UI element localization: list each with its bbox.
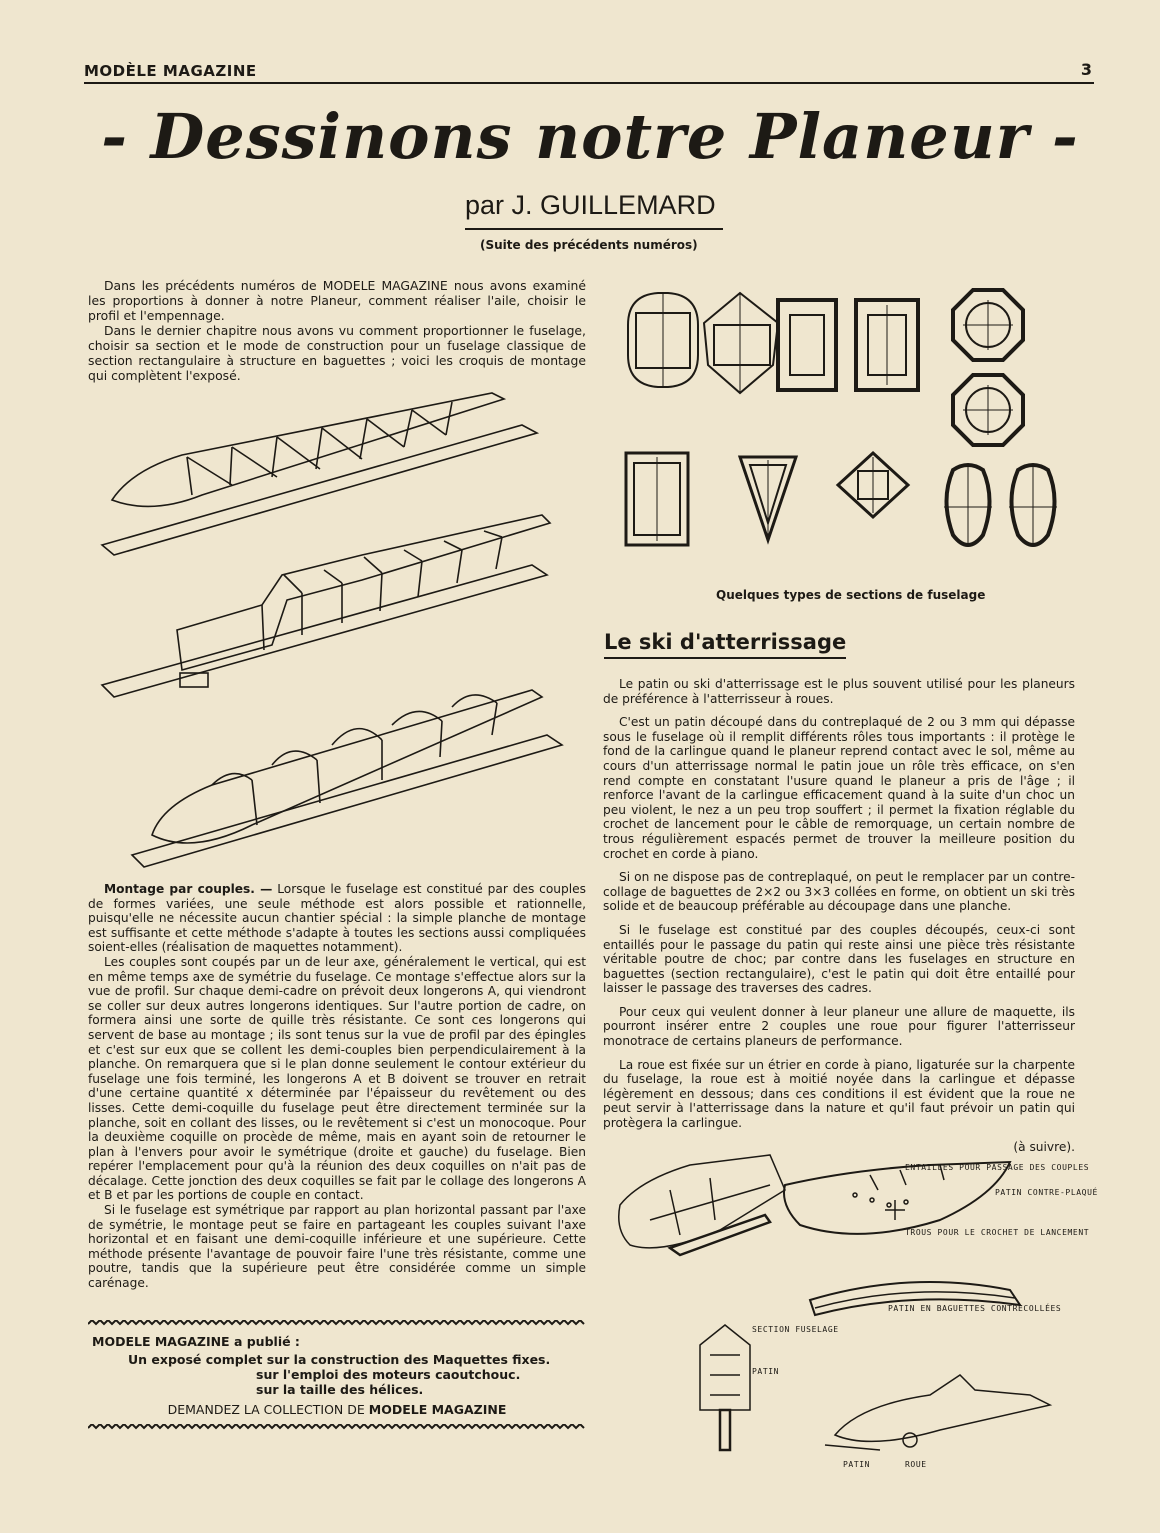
label-patin-baguettes: PATIN EN BAGUETTES CONTRECOLLÉES — [888, 1304, 1062, 1313]
paragraph-lead: Montage par couples. — — [104, 882, 273, 896]
body-paragraph — [88, 882, 586, 955]
ski-sketches — [610, 1150, 1080, 1495]
to-be-continued: (à suivre). — [1013, 1139, 1075, 1154]
label-section-fuselage: SECTION FUSELAGE — [752, 1325, 839, 1334]
byline-rule — [465, 228, 723, 230]
label-trous: TROUS POUR LE CROCHET DE LANCEMENT — [905, 1228, 1090, 1237]
plywood-skid-sketch — [784, 1162, 1010, 1234]
section-teardrop-shape — [944, 465, 992, 545]
section-octagon-shape — [953, 290, 1023, 360]
fuselage-sections-figure — [618, 285, 1073, 580]
label-roue: ROUE — [905, 1460, 927, 1469]
paragraph-text: Lorsque le fuselage est constitué par des couples de formes variées, une seule méthode est alors possible et rationnelle, puisqu'elle ne nécessite aucun chantier spécial : la simple planche de montage est suffisante et cette méthode s'adapte à toutes les sections aussi compliquées soient-elles (réalisation de maquettes notamment). — [88, 882, 587, 955]
intro-paragraph: Dans les précédents numéros de MODELE MAGAZINE nous avons examiné les proportions à donner à notre Planeur, comment réaliser l'aile, choisir le profil et l'empennage. — [88, 278, 586, 323]
promo-box-title: MODELE MAGAZINE a publié : — [92, 1334, 300, 1349]
body-paragraph: La roue est fixée sur un étrier en corde à piano, ligaturée sur la charpente du fuselage, la roue est à moitié noyée dans la carlingue et dépasse légèrement en dessous; dans ces conditions il est évident que la roue ne peut servir à l'atterrissage dans la nature et qu'il faut prévoir un patin qui protègera la carlingue. — [603, 1057, 1075, 1131]
section-square-shape — [626, 453, 688, 545]
section-hexagon-shape — [704, 293, 778, 393]
label-patin-bottom: PATIN — [843, 1460, 871, 1469]
section-title: Le ski d'atterrissage — [604, 630, 847, 654]
page-number: 3 — [1080, 60, 1092, 79]
montage-article-body — [88, 882, 586, 1291]
body-paragraph: Les couples sont coupés par un de leur axe, généralement le vertical, qui est en même temps axe de symétrie du fuselage. Ce montage s'effectue alors sur la vue de profil. Sur chaque demi-cadre on prévoit deux longerons A, qui viendront se coller sur deux autres longerons identiques. Sur l'autre portion de cadre, on formera ainsi une sorte de quille très résistante. Ce sont ces longerons qui servent de base au montage ; ils sont tenus sur la vue de profil par des épingles et c'est sur eux que se collent les demi-couples bien perpendiculairement à la planche. On remarquera que si le plan donne seulement le contour extérieur du fuselage une fois terminé, les longerons A et B doivent se trouver en retrait d'une certaine quantité x déterminée par l'épaisseur du revêtement ou des lisses. Cette demi-coquille du fuselage peut être directement terminée sur la planche, soit en collant des lisses, ou le revêtement si c'est un monocoque. Pour la deuxième coquille on procède de même, mais en ayant soin de retourner le plan à l'envers pour avoir le symétrique (droite et gauche) du fuselage. Bien repérer l'emplacement pour qu'à la réunion des deux coquilles on n'ait pas de décalage. Cette jonction des deux coquilles se fait par le collage des longerons A et B et par les portions de couple en contact. — [88, 954, 586, 1203]
box-top-border — [88, 1320, 586, 1328]
section-title-rule — [604, 657, 846, 659]
glider-wheel-sketch — [825, 1375, 1050, 1450]
section-rectangle-shape — [778, 300, 836, 390]
fuselage-section-sketch — [700, 1325, 750, 1450]
header-rule — [84, 82, 1094, 84]
body-paragraph: C'est un patin découpé dans du contreplaqué de 2 ou 3 mm qui dépasse sous le fuselage où il remplit différents rôles tous importants : il protège le fond de la carlingue quand le planeur reprend contact avec le sol, même au cours d'un atterrissage normal le patin joue un rôle très efficace, on s'en rend compte en constatant l'usure quand le planeur a pris de l'âge ; il renforce l'avant de la carlingue efficacement quand à la suite d'un choc un peu violent, le nez a un peu trop souffert ; il permet la fixation réglable du crochet de lancement pour le câble de remorquage, un certain nombre de trous régulièrement espacés permet de trouver la meilleure position du crochet en corde à piano. — [603, 715, 1075, 861]
promo-cta-brand: MODELE MAGAZINE — [368, 1402, 507, 1417]
section-teardrop-shape-2 — [1009, 465, 1057, 545]
body-paragraph: Si on ne dispose pas de contreplaqué, on peut le remplacer par un contre-collage de baguettes de 2×2 ou 3×3 collées en forme, on obtient un ski très solide et de beaucoup préférable au découpage dans une planche. — [603, 870, 1075, 914]
glider-nose-ski-sketch — [619, 1155, 785, 1255]
label-entailles: ENTAILLES POUR PASSAGE DES COUPLES — [905, 1163, 1090, 1172]
series-note: (Suite des précédents numéros) — [480, 238, 698, 252]
ski-article-body — [603, 677, 1075, 1154]
section-oval-shape — [628, 293, 698, 387]
fuselage-crutch-sketch — [102, 515, 550, 697]
fuselage-half-shell-sketch — [132, 690, 562, 867]
intro-paragraph: Dans le dernier chapitre nous avons vu comment proportionner le fuselage, choisir sa section et le mode de construction pour un fuselage classique de section rectangulaire à structure en baguettes ; voici les croquis de montage qui complètent l'exposé. — [88, 323, 586, 383]
body-paragraph: Si le fuselage est constitué par des couples découpés, ceux-ci sont entaillés pour le passage du patin qui reste ainsi une pièce très résistante véritable poutre de choc; par contre dans les fuselages en structure en baguettes (section rectangulaire), c'est le patin qui doit être entaillé pour laisser le passage des traverses des cadres. — [603, 922, 1075, 996]
running-head: MODÈLE MAGAZINE — [84, 62, 257, 80]
promo-box-lines — [88, 1352, 586, 1397]
section-octagon-shape-2 — [953, 375, 1023, 445]
label-patin-contreplaque: PATIN CONTRE-PLAQUÉ — [995, 1188, 1098, 1197]
promo-call-to-action — [88, 1402, 586, 1417]
article-title: - Dessinons notre Planeur - — [101, 100, 1079, 173]
promo-line: sur l'emploi des moteurs caoutchouc. — [256, 1367, 521, 1382]
promo-cta-text: DEMANDEZ LA COLLECTION DE — [167, 1402, 365, 1417]
promo-line: Un exposé complet sur la construction des Maquettes fixes. — [128, 1352, 551, 1367]
section-box-shape — [856, 300, 918, 390]
body-paragraph: Si le fuselage est symétrique par rapport au plan horizontal passant par l'axe de symétrie, le montage peut se faire en partageant les couples suivant l'axe horizontal et en faisant une demi-coquille inférieure et une supérieure. Cette méthode présente l'avantage de pouvoir faire l'une très résistante, comme une poutre, tandis que la supérieure peut être considérée comme un simple carénage. — [88, 1203, 586, 1291]
body-paragraph: Pour ceux qui veulent donner à leur planeur une allure de maquette, ils pourront insérer entre 2 couples une roue pour figurer l'atterrisseur monotrace de certains planeurs de performance. — [603, 1004, 1075, 1049]
section-triangle-shape — [740, 457, 796, 540]
fuselage-sketches — [92, 385, 592, 875]
box-bottom-border — [88, 1424, 586, 1432]
section-diamond-shape — [838, 453, 908, 517]
sections-caption: Quelques types de sections de fuselage — [716, 588, 986, 602]
promo-line: sur la taille des hélices. — [256, 1382, 424, 1397]
label-patin: PATIN — [752, 1367, 780, 1376]
byline: par J. GUILLEMARD — [465, 190, 716, 220]
body-paragraph: Le patin ou ski d'atterrissage est le plus souvent utilisé pour les planeurs de préférence à l'atterrisseur à roues. — [603, 677, 1075, 706]
intro-text — [88, 278, 586, 383]
